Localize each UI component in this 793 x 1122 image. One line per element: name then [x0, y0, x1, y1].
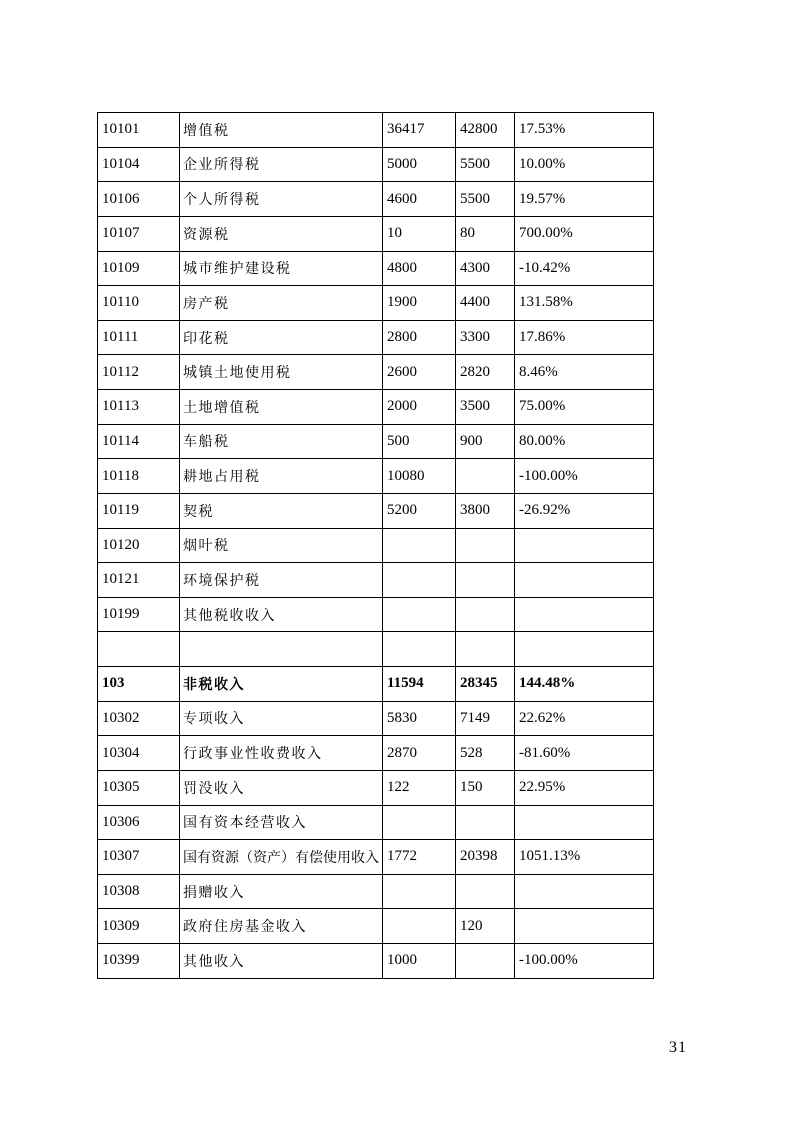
cell-code: 10104 [98, 147, 180, 182]
cell-value-prev [383, 874, 456, 909]
cell-name: 国有资源（资产）有偿使用收入 [180, 840, 383, 875]
page-number: 31 [669, 1039, 687, 1056]
budget-table [97, 112, 654, 979]
cell-value-current [456, 459, 515, 494]
cell-value-current: 150 [456, 770, 515, 805]
cell-value-prev: 1772 [383, 840, 456, 875]
cell-value-current: 42800 [456, 113, 515, 148]
cell-value-current: 528 [456, 736, 515, 771]
cell-value-current: 7149 [456, 701, 515, 736]
cell-value-prev [383, 563, 456, 598]
cell-change-pct: -10.42% [515, 251, 654, 286]
cell-name: 城镇土地使用税 [180, 355, 383, 390]
cell-change-pct [515, 909, 654, 944]
cell-change-pct: 75.00% [515, 390, 654, 425]
cell-value-prev: 11594 [383, 667, 456, 702]
cell-name: 环境保护税 [180, 563, 383, 598]
cell-code: 10308 [98, 874, 180, 909]
cell-value-prev [383, 909, 456, 944]
cell-change-pct [515, 632, 654, 667]
table-row [98, 667, 654, 702]
cell-value-prev [383, 597, 456, 632]
table-row [98, 424, 654, 459]
cell-change-pct: -100.00% [515, 944, 654, 979]
table-row [98, 355, 654, 390]
cell-change-pct: 17.53% [515, 113, 654, 148]
cell-value-prev: 2800 [383, 320, 456, 355]
cell-change-pct [515, 563, 654, 598]
table-row [98, 493, 654, 528]
table-row [98, 909, 654, 944]
cell-name [180, 632, 383, 667]
cell-value-current: 120 [456, 909, 515, 944]
cell-change-pct: 700.00% [515, 216, 654, 251]
cell-code: 10113 [98, 390, 180, 425]
cell-name: 车船税 [180, 424, 383, 459]
cell-name: 印花税 [180, 320, 383, 355]
cell-name: 个人所得税 [180, 182, 383, 217]
cell-name: 资源税 [180, 216, 383, 251]
table-row [98, 320, 654, 355]
cell-value-prev: 10080 [383, 459, 456, 494]
cell-code: 10118 [98, 459, 180, 494]
cell-value-current: 5500 [456, 182, 515, 217]
cell-change-pct: -26.92% [515, 493, 654, 528]
cell-change-pct [515, 528, 654, 563]
cell-code: 10112 [98, 355, 180, 390]
cell-code: 10306 [98, 805, 180, 840]
table-row [98, 390, 654, 425]
cell-code: 10307 [98, 840, 180, 875]
cell-code: 10107 [98, 216, 180, 251]
cell-value-current: 5500 [456, 147, 515, 182]
cell-value-current: 3500 [456, 390, 515, 425]
cell-name: 城市维护建设税 [180, 251, 383, 286]
cell-value-current [456, 805, 515, 840]
table-row [98, 563, 654, 598]
cell-code: 10119 [98, 493, 180, 528]
table-row [98, 113, 654, 148]
cell-code: 10110 [98, 286, 180, 321]
cell-value-current: 900 [456, 424, 515, 459]
cell-value-current [456, 874, 515, 909]
cell-value-prev: 36417 [383, 113, 456, 148]
cell-change-pct: 131.58% [515, 286, 654, 321]
table-row [98, 874, 654, 909]
cell-value-current [456, 632, 515, 667]
cell-value-prev: 4600 [383, 182, 456, 217]
cell-value-prev: 2600 [383, 355, 456, 390]
cell-code: 10309 [98, 909, 180, 944]
cell-code: 10305 [98, 770, 180, 805]
cell-value-prev: 10 [383, 216, 456, 251]
table-row [98, 840, 654, 875]
cell-change-pct: 19.57% [515, 182, 654, 217]
cell-name: 契税 [180, 493, 383, 528]
table-row [98, 528, 654, 563]
cell-value-prev [383, 805, 456, 840]
cell-change-pct: 22.62% [515, 701, 654, 736]
cell-value-current [456, 563, 515, 598]
cell-name: 其他税收收入 [180, 597, 383, 632]
cell-value-prev: 5000 [383, 147, 456, 182]
cell-value-prev: 4800 [383, 251, 456, 286]
cell-code: 10304 [98, 736, 180, 771]
cell-name: 其他收入 [180, 944, 383, 979]
table-row [98, 597, 654, 632]
cell-value-current [456, 597, 515, 632]
cell-code [98, 632, 180, 667]
cell-change-pct: -100.00% [515, 459, 654, 494]
cell-name: 国有资本经营收入 [180, 805, 383, 840]
cell-name: 罚没收入 [180, 770, 383, 805]
table-row [98, 736, 654, 771]
cell-value-prev: 1900 [383, 286, 456, 321]
cell-change-pct [515, 597, 654, 632]
cell-value-current: 2820 [456, 355, 515, 390]
cell-code: 10101 [98, 113, 180, 148]
cell-value-prev: 5200 [383, 493, 456, 528]
table-row [98, 182, 654, 217]
table-row [98, 459, 654, 494]
cell-value-current: 80 [456, 216, 515, 251]
cell-name: 烟叶税 [180, 528, 383, 563]
cell-value-prev [383, 528, 456, 563]
cell-change-pct [515, 805, 654, 840]
cell-value-current: 20398 [456, 840, 515, 875]
cell-value-prev: 122 [383, 770, 456, 805]
table-row [98, 944, 654, 979]
cell-change-pct: 22.95% [515, 770, 654, 805]
table-row [98, 632, 654, 667]
budget-table-body [98, 113, 654, 979]
cell-name: 耕地占用税 [180, 459, 383, 494]
table-row [98, 770, 654, 805]
cell-value-prev: 2000 [383, 390, 456, 425]
cell-name: 捐赠收入 [180, 874, 383, 909]
cell-code: 10120 [98, 528, 180, 563]
cell-code: 10111 [98, 320, 180, 355]
cell-value-current: 4300 [456, 251, 515, 286]
cell-value-current: 4400 [456, 286, 515, 321]
cell-change-pct: 80.00% [515, 424, 654, 459]
cell-code: 10109 [98, 251, 180, 286]
cell-name: 行政事业性收费收入 [180, 736, 383, 771]
cell-value-current [456, 944, 515, 979]
cell-name: 土地增值税 [180, 390, 383, 425]
cell-change-pct: 8.46% [515, 355, 654, 390]
cell-change-pct: 10.00% [515, 147, 654, 182]
cell-code: 10114 [98, 424, 180, 459]
cell-value-current [456, 528, 515, 563]
cell-code: 10106 [98, 182, 180, 217]
cell-code: 10399 [98, 944, 180, 979]
cell-code: 10121 [98, 563, 180, 598]
cell-value-prev: 1000 [383, 944, 456, 979]
cell-change-pct: -81.60% [515, 736, 654, 771]
cell-change-pct: 144.48% [515, 667, 654, 702]
cell-name: 增值税 [180, 113, 383, 148]
table-row [98, 251, 654, 286]
table-row [98, 805, 654, 840]
cell-change-pct [515, 874, 654, 909]
cell-code: 10302 [98, 701, 180, 736]
cell-name: 非税收入 [180, 667, 383, 702]
cell-change-pct: 1051.13% [515, 840, 654, 875]
cell-name: 企业所得税 [180, 147, 383, 182]
cell-value-prev: 2870 [383, 736, 456, 771]
cell-change-pct: 17.86% [515, 320, 654, 355]
cell-name: 政府住房基金收入 [180, 909, 383, 944]
cell-code: 10199 [98, 597, 180, 632]
table-row [98, 701, 654, 736]
cell-code: 103 [98, 667, 180, 702]
table-row [98, 216, 654, 251]
cell-value-current: 28345 [456, 667, 515, 702]
cell-value-prev: 500 [383, 424, 456, 459]
table-row [98, 286, 654, 321]
cell-value-prev: 5830 [383, 701, 456, 736]
cell-name: 房产税 [180, 286, 383, 321]
cell-name: 专项收入 [180, 701, 383, 736]
cell-value-current: 3800 [456, 493, 515, 528]
cell-value-prev [383, 632, 456, 667]
cell-value-current: 3300 [456, 320, 515, 355]
table-row [98, 147, 654, 182]
